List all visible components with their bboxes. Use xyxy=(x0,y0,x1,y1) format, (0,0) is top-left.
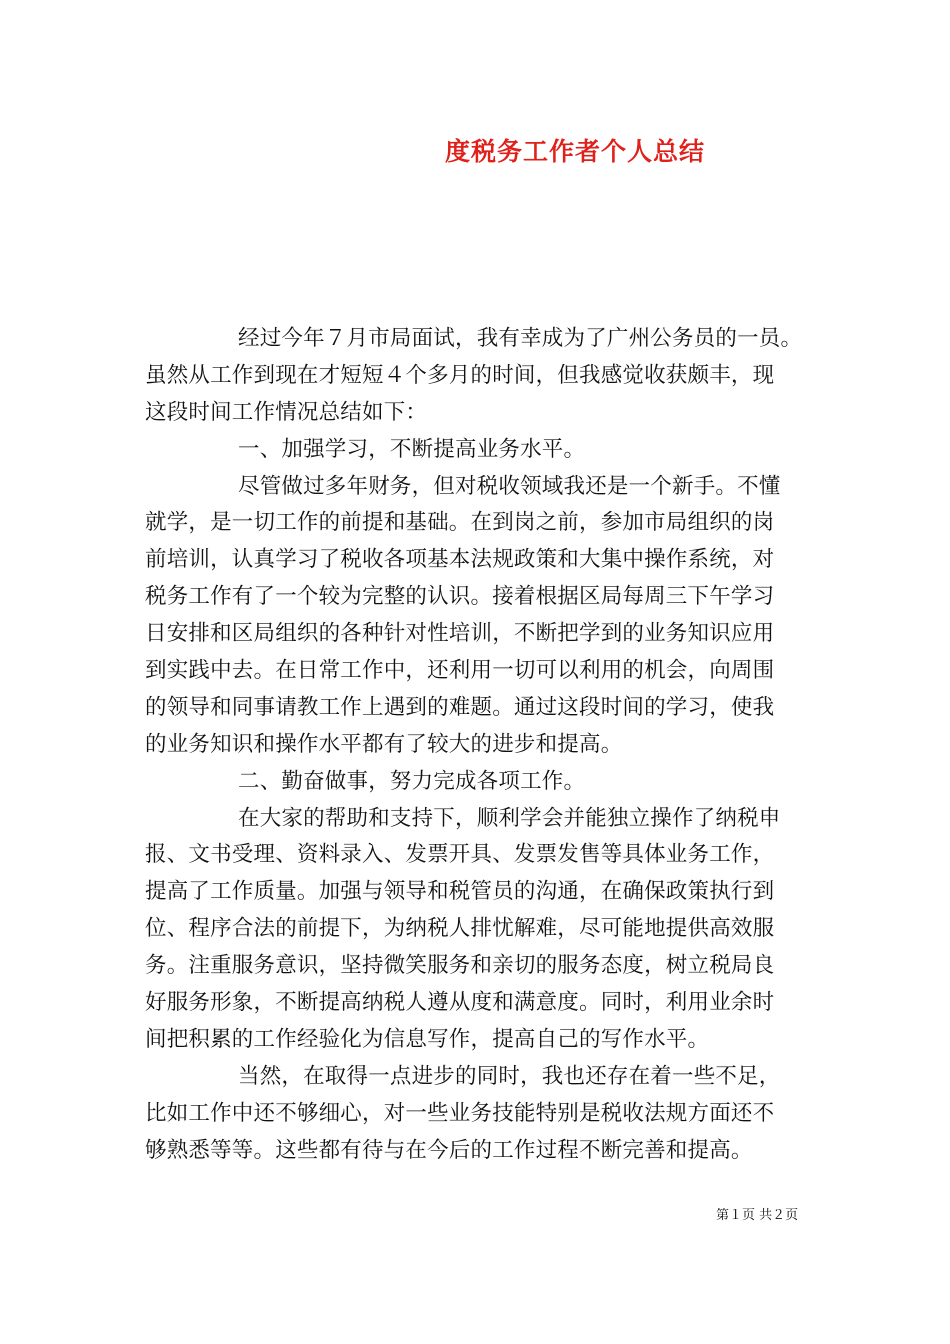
document-title xyxy=(0,132,950,168)
paragraph-2-line-4: 税务工作有了一个较为完整的认识。接着根据区局每周三下午学习 xyxy=(145,584,775,610)
paragraph-2-line-6: 到实践中去。在日常工作中，还利用一切可以利用的机会，向周围 xyxy=(145,658,775,684)
paragraph-4-line-2: 比如工作中还不够细心，对一些业务技能特别是税收法规方面还不 xyxy=(145,1100,775,1126)
paragraph-2-line-5: 日安排和区局组织的各种针对性培训，不断把学到的业务知识应用 xyxy=(145,621,775,647)
section-heading-1: 一、加强学习，不断提高业务水平。 xyxy=(238,436,586,462)
paragraph-2-line-7: 的领导和同事请教工作上遇到的难题。通过这段时间的学习，使我 xyxy=(145,694,775,720)
paragraph-1-line-2: 虽然从工作到现在才短短４个多月的时间，但我感觉收获颇丰，现 xyxy=(145,362,775,388)
paragraph-4-line-1: 当然，在取得一点进步的同时，我也还存在着一些不足， xyxy=(238,1063,781,1089)
paragraph-2-line-2: 就学，是一切工作的前提和基础。在到岗之前，参加市局组织的岗 xyxy=(145,510,775,536)
paragraph-3-line-6: 好服务形象，不断提高纳税人遵从度和满意度。同时，利用业余时 xyxy=(145,990,775,1016)
paragraph-3-line-7: 间把积累的工作经验化为信息写作，提高自己的写作水平。 xyxy=(145,1026,710,1052)
paragraph-2-line-8: 的业务知识和操作水平都有了较大的进步和提高。 xyxy=(145,731,623,757)
paragraph-2-line-1: 尽管做过多年财务，但对税收领域我还是一个新手。不懂 xyxy=(238,473,781,499)
page-number-footer: 第１页 共２页 xyxy=(716,1208,799,1223)
paragraph-1-line-1: 经过今年７月市局面试，我有幸成为了广州公务员的一员。 xyxy=(238,326,803,351)
section-heading-2: 二、勤奋做事，努力完成各项工作。 xyxy=(238,768,586,794)
paragraph-3-line-5: 务。注重服务意识，坚持微笑服务和亲切的服务态度，树立税局良 xyxy=(145,953,775,979)
paragraph-2-line-3: 前培训，认真学习了税收各项基本法规政策和大集中操作系统，对 xyxy=(145,547,775,573)
paragraph-3-line-1: 在大家的帮助和支持下，顺利学会并能独立操作了纳税申 xyxy=(238,805,781,831)
paragraph-4-line-3: 够熟悉等等。这些都有待与在今后的工作过程不断完善和提高。 xyxy=(145,1137,753,1163)
paragraph-3-line-4: 位、程序合法的前提下，为纳税人排忧解难，尽可能地提供高效服 xyxy=(145,916,775,942)
document-title-text: 度税务工作者个人总结 xyxy=(444,137,705,166)
document-body xyxy=(145,321,815,1169)
paragraph-1-line-3: 这段时间工作情况总结如下： xyxy=(145,399,428,425)
paragraph-3-line-2: 报、文书受理、资料录入、发票开具、发票发售等具体业务工作， xyxy=(145,842,775,868)
paragraph-3-line-3: 提高了工作质量。加强与领导和税管员的沟通，在确保政策执行到 xyxy=(145,879,775,905)
